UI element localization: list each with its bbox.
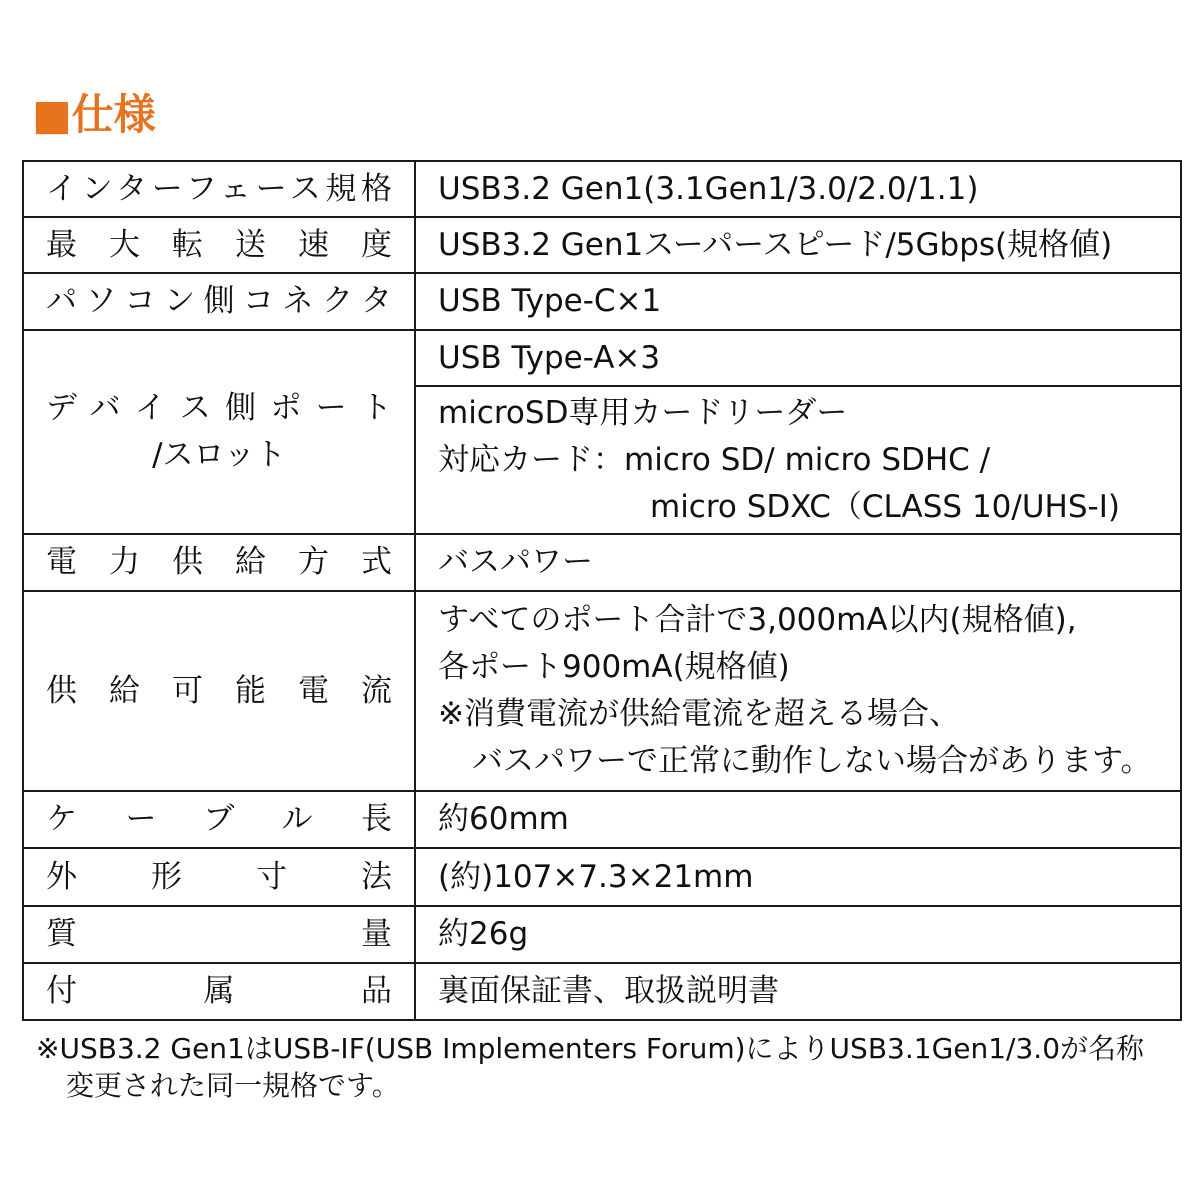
spec-table — [22, 160, 1182, 1021]
current-label: 供給可能電流 — [23, 591, 415, 791]
accessories-label: 付属品 — [23, 963, 415, 1020]
size-label: 外形寸法 — [23, 848, 415, 906]
size-value: (約)107×7.3×21mm — [415, 848, 1181, 906]
footnote-line1: ※USB3.2 Gen1はUSB-IF(USB Implementers Forum)によりUSB3.1Gen1/3.0が名称 — [36, 1032, 1145, 1065]
cable-value: 約60mm — [415, 791, 1181, 848]
current-value — [415, 591, 1181, 791]
accessories-value: 裏面保証書、取扱説明書 — [415, 963, 1181, 1020]
device-port-label-line1: デバイス側ポート — [46, 390, 392, 426]
table-row — [23, 963, 1181, 1020]
interface-label: インターフェース規格 — [23, 161, 415, 217]
table-row — [23, 273, 1181, 330]
pc-connector-value: USB Type-C×1 — [415, 273, 1181, 330]
interface-value: USB3.2 Gen1(3.1Gen1/3.0/2.0/1.1) — [415, 161, 1181, 217]
section-title: ■仕様 — [32, 90, 156, 139]
table-row — [23, 330, 1181, 386]
current-value-1: すべてのポート合計で3,000mA以内(規格値), — [438, 602, 1077, 638]
power-method-value: バスパワー — [415, 534, 1181, 591]
current-value-4: バスパワーで正常に動作しない場合があります。 — [472, 743, 1152, 779]
device-port-value-b — [415, 386, 1181, 534]
device-port-label — [23, 330, 415, 534]
table-row — [23, 906, 1181, 963]
table-row — [23, 848, 1181, 906]
weight-label: 質量 — [23, 906, 415, 963]
footnote — [36, 1030, 1186, 1104]
device-port-value-b2: 対応カード：micro SD/ micro SDHC / — [438, 441, 991, 478]
device-port-value-a: USB Type-A×3 — [415, 330, 1181, 386]
speed-value: USB3.2 Gen1スーパースピード/5Gbps(規格値) — [415, 217, 1181, 273]
weight-value: 約26g — [415, 906, 1181, 963]
cable-label: ケーブル長 — [23, 791, 415, 848]
speed-label: 最大転送速度 — [23, 217, 415, 273]
power-method-label: 電力供給方式 — [23, 534, 415, 591]
table-row — [23, 791, 1181, 848]
table-row — [23, 534, 1181, 591]
table-row — [23, 161, 1181, 217]
pc-connector-label: パソコン側コネクタ — [23, 273, 415, 330]
current-value-3: ※消費電流が供給電流を超える場合、 — [438, 696, 960, 732]
device-port-label-line2: /スロット — [152, 437, 286, 473]
device-port-value-b1: microSD専用カードリーダー — [438, 394, 848, 431]
table-row — [23, 591, 1181, 791]
footnote-line2: 変更された同一規格です。 — [66, 1069, 400, 1102]
current-value-2: 各ポート900mA(規格値) — [438, 649, 790, 685]
device-port-value-b3: micro SDXC（CLASS 10/UHS-Ⅰ) — [650, 488, 1120, 525]
table-row — [23, 217, 1181, 273]
